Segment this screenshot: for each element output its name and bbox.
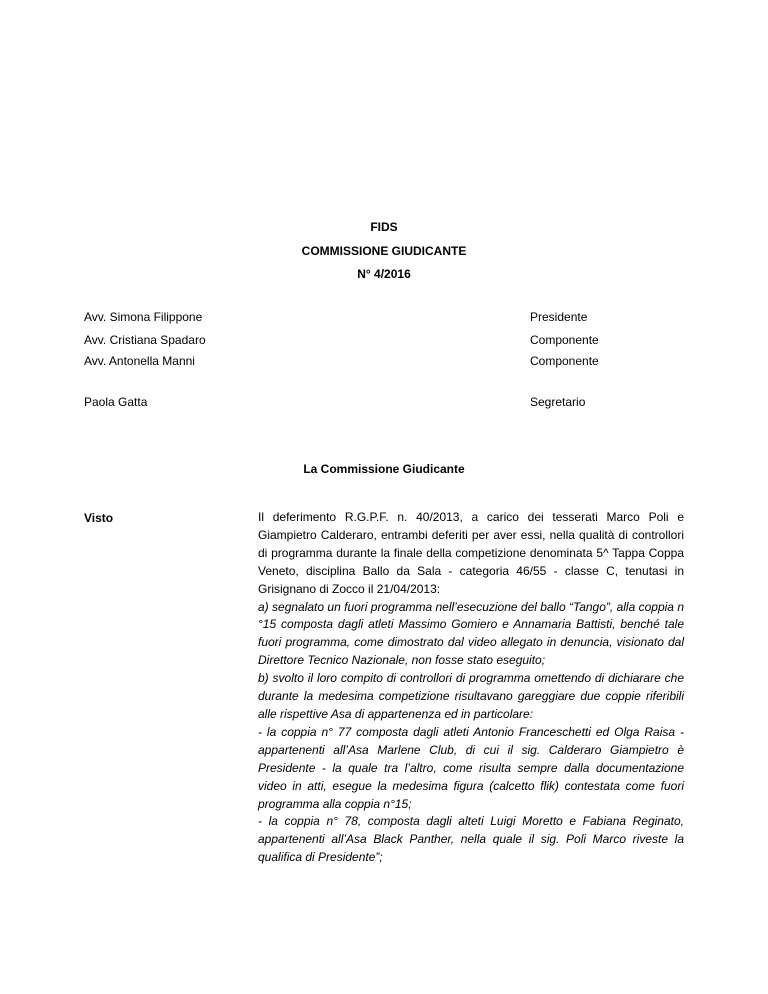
body-paragraph: a) segnalato un fuori programma nell’esecuzione del ballo “Tango”, alla coppia n °15 composta dagli atleti Massimo Gomiero e Annamaria Battisti, benché tale fuori programma, come dimostrato dal video allegato in denuncia, visionato dal Direttore Tecnico Nazionale, non fosse stato eseguito; [258, 599, 684, 668]
member-name: Avv. Cristiana Spadaro [84, 333, 206, 347]
member-role: Segretario [530, 395, 586, 409]
body-paragraph: b) svolto il loro compito di controllori di programma omettendo di dichiarare che durante la medesima competizione risultavano gareggiare due coppie riferibili alle rispettive Asa di appartenenza ed in particolare: [258, 671, 684, 721]
member-row [84, 309, 684, 325]
member-row [84, 332, 684, 348]
member-row [84, 353, 684, 369]
body-paragraph: - la coppia n° 77 composta dagli atleti Antonio Franceschetti ed Olga Raisa - appartenenti all’Asa Marlene Club, di cui il sig. Calderaro Giampietro è Presidente - la quale tra l’altro, come risulta sempre dalla documentazione video in atti, esegue la medesima figura (calcetto flik) contestata come fuori programma alla coppia n°15; [258, 724, 684, 811]
visto-body [258, 509, 684, 867]
member-name: Avv. Antonella Manni [84, 354, 195, 368]
decision-number: N° 4/2016 [357, 267, 411, 281]
section-heading: La Commissione Giudicante [303, 462, 465, 476]
member-name: Avv. Simona Filippone [84, 310, 203, 324]
commission-title: COMMISSIONE GIUDICANTE [301, 244, 467, 258]
org-title: FIDS [370, 220, 398, 234]
visto-label: Visto [84, 511, 114, 525]
member-row [84, 394, 684, 410]
body-paragraph: - la coppia n° 78, composta dagli alteti Luigi Moretto e Fabiana Reginato, appartenenti all’Asa Black Panther, nella quale il sig. Poli Marco riveste la qualifica di Presidente”; [258, 814, 684, 865]
member-name: Paola Gatta [84, 395, 148, 409]
body-paragraph: Il deferimento R.G.P.F. n. 40/2013, a carico dei tesserati Marco Poli e Giampietro Calderaro, entrambi deferiti per aver essi, nella qualità di controllori di programma durante la finale della competizione denominata 5^ Tappa Coppa Veneto, disciplina Ballo da Sala - categoria 46/55 - classe C, tenutasi in Grisignano di Zocco il 21/04/2013: [258, 510, 684, 596]
member-role: Componente [530, 354, 599, 368]
member-role: Presidente [530, 310, 588, 324]
member-role: Componente [530, 333, 599, 347]
